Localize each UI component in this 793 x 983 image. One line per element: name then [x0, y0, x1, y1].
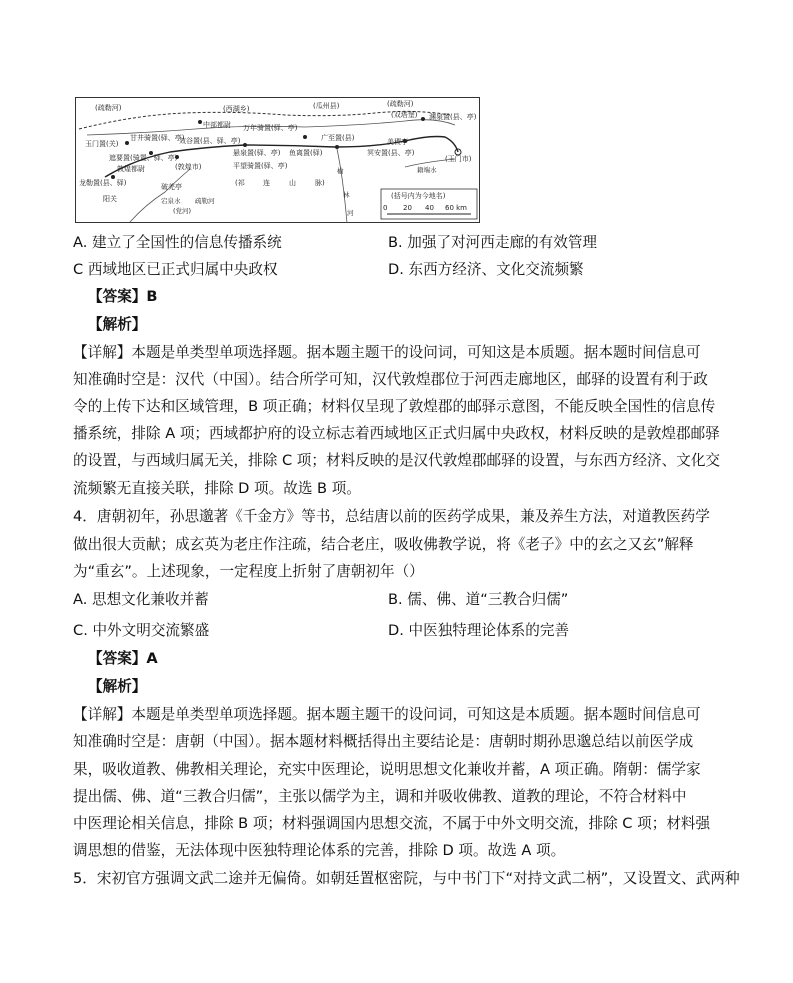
map-label: 籍端水 [417, 166, 437, 174]
q4-detail-line: 提出儒、佛、道“三教合归儒”，主张以儒学为主，调和并吸收佛教、道教的理论，不符合材料中 [73, 788, 687, 805]
map-label: 山 [289, 179, 296, 187]
map-label: 平望骑置(驿、亭) [233, 162, 288, 170]
map-label: 脉) [315, 179, 325, 187]
q3-option-a: A. 建立了全国性的信息传播系统 [73, 234, 282, 251]
map-label: 林 [343, 191, 350, 199]
map-label: 万年骑置(驿、亭) [243, 124, 298, 132]
map-label: 敦煌都尉 [117, 165, 145, 173]
map-label: (疏勒河) [95, 104, 122, 112]
q4-analysis-label: 【解析】 [88, 678, 147, 695]
map-label: 宕泉水 [161, 197, 181, 205]
station-point [243, 143, 247, 147]
map-figure [75, 97, 480, 223]
q4-option-b: B. 儒、佛、道“三教合归儒” [388, 591, 569, 608]
q4-stem-line: 做出很大贡献；成玄英为老庄作注疏，结合老庄，吸收佛教学说，将《老子》中的玄之又玄”解释 [73, 536, 694, 553]
map-label: (西湖乡) [223, 105, 250, 113]
q4-stem-line: 为“重玄”。上述现象，一定程度上折射了唐朝初年（） [73, 563, 424, 580]
map-label: 悬泉置(驿、亭) [233, 149, 281, 157]
q4-detail-line: 【详解】本题是单类型单项选择题。据本题主题干的设问词，可知这是本质题。据本题时间信息可 [73, 706, 701, 723]
q4-answer: 【答案】A [88, 650, 158, 667]
station-point [198, 120, 202, 124]
q4-detail-line: 果，吸收道教、佛教相关理论，充实中医理论，说明思想文化兼收并蓄，A 项正确。隋朝：儒学家 [73, 761, 701, 778]
map-label: (疏勒河) [387, 100, 414, 108]
q3-analysis-label: 【解析】 [88, 316, 147, 333]
q5-stem-line: 5．宋初官方强调文武二途并无偏倚。如朝廷置枢密院，与中书门下“对持文武二柄”，又设置文、武两种 [73, 870, 740, 887]
q4-detail-line: 知准确时空是：唐朝（中国）。据本题材料概括得出主要结论是：唐朝时期孙思邈总结以前医学成 [73, 733, 694, 750]
station-point [335, 145, 339, 149]
q3-option-b: B. 加强了对河西走廊的有效管理 [388, 234, 598, 251]
map-label: (括号内为今地名) [391, 192, 446, 200]
map-label: (敦煌市) [175, 163, 202, 171]
map-label: 渊泉置(县、亭) [429, 113, 477, 121]
map-label: (党河) [173, 207, 192, 215]
map-label: 鱼离置(驿) [289, 149, 323, 157]
map-label: 破羌亭 [161, 183, 182, 191]
map-label: 20 [403, 204, 412, 212]
q3-detail-line: 流频繁无直接关联，排除 D 项。故选 B 项。 [73, 480, 361, 497]
q4-option-c: C. 中外文明交流繁盛 [73, 622, 210, 639]
q3-option-d: D. 东西方经济、文化交流频繁 [388, 261, 584, 278]
map-label: 玉门置(关) [85, 140, 119, 148]
station-point [125, 141, 129, 145]
map-label: 连 [263, 179, 270, 187]
station-point [421, 117, 425, 121]
q3-option-c: C 西域地区已正式归属中央政权 [73, 261, 278, 278]
q4-detail-line: 调思想的借鉴，无法体现中医独特理论体系的完善，排除 D 项。故选 A 项。 [73, 842, 566, 859]
map-label: 中部都尉 [203, 121, 231, 129]
q3-detail-line: 的设置，与西域归属无关，排除 C 项；材料反映的是汉代敦煌郡邮驿的设置，与东西方经济、文化交 [73, 452, 721, 469]
q3-detail-line: 令的上传下达和区域管理，B 项正确；材料仅呈现了敦煌郡的邮驿示意图，不能反映全国性的信息传 [73, 398, 716, 415]
q3-detail-line: 【详解】本题是单类型单项选择题。据本题主题干的设问词，可知这是本质题。据本题时间信息可 [73, 344, 701, 361]
q3-detail-line: 知准确时空是：汉代（中国）。结合所学可知，汉代敦煌郡位于河西走廊地区，邮驿的设置有利于政 [73, 371, 708, 388]
map-label: 甘井骑置(驿、亭) [130, 134, 185, 142]
map-label: 0 [383, 204, 388, 212]
map-label: (玉门市) [445, 155, 472, 163]
q4-stem-line: 4．唐朝初年，孙思邈著《千金方》等书，总结唐以前的医药学成果，兼及养生方法，对道教医药学 [73, 508, 710, 525]
station-point [303, 135, 307, 139]
map-label: 龙勒置(县、驿) [79, 179, 127, 187]
map-label: (瓜州县) [313, 102, 340, 110]
map-label: 遮要置(骑置、驿、亭) [109, 154, 178, 162]
map-label: 榆 [337, 167, 344, 175]
q4-option-d: D. 中医独特理论体系的完善 [388, 622, 570, 639]
map-label: 40 [425, 204, 434, 212]
map-label: 冥安置(县、亭) [367, 149, 415, 157]
map-label: 阳关 [103, 195, 117, 203]
q4-detail-line: 中医理论相关信息，排除 B 项；材料强调国内思想交流，不属于中外文明交流，排除 C 项；材料强 [73, 815, 711, 832]
map-label: (双塔堡) [391, 111, 418, 119]
q3-detail-line: 播系统，排除 A 项；西域都护府的设立标志着西域地区正式归属中央政权，材料反映的是敦煌郡邮驿 [73, 425, 720, 442]
map-label: 广至置(县) [321, 134, 355, 142]
map-label: 河 [347, 209, 354, 217]
map-label: (祁 [235, 179, 245, 187]
map-label: 美稷亭 [387, 138, 408, 146]
map-label: 疏勒河 [195, 197, 215, 205]
q3-answer: 【答案】B [88, 288, 158, 305]
map-label: 60 km [445, 204, 468, 212]
q4-option-a: A. 思想文化兼收并蓄 [73, 591, 209, 608]
map-label: 效谷置(县、驿、亭) [179, 137, 241, 145]
